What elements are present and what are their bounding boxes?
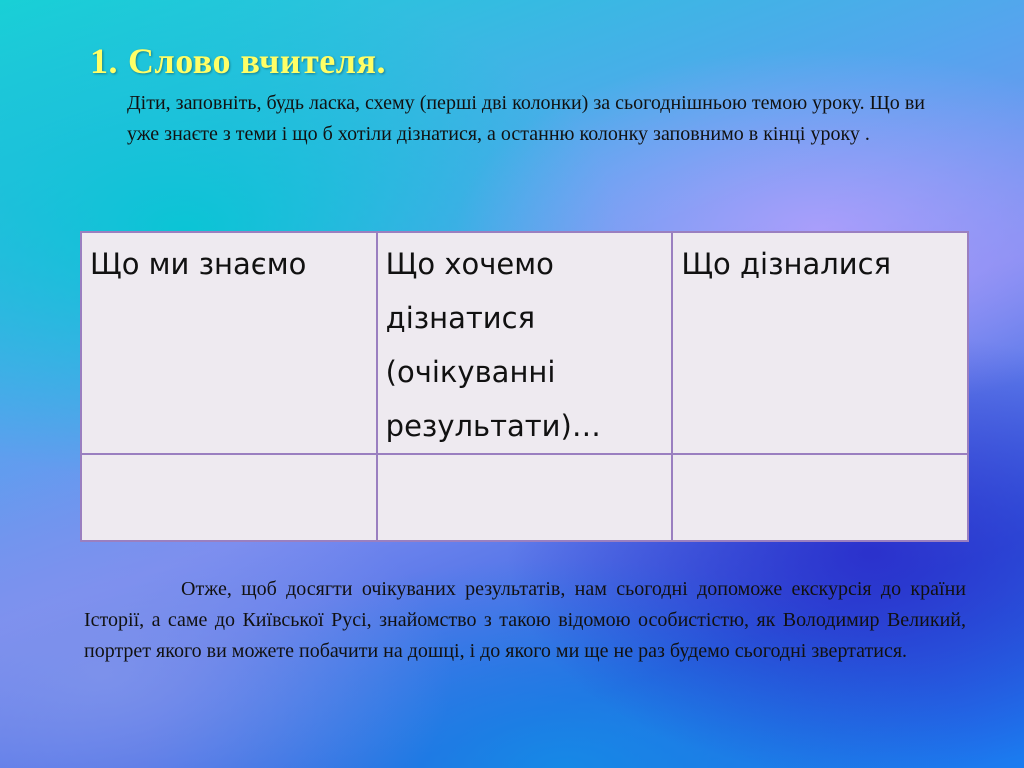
heading-number: 1. (90, 41, 118, 81)
table-cell-want (377, 454, 673, 541)
intro-paragraph: Діти, заповніть, будь ласка, схему (перші дві колонки) за сьогоднішньою темою уроку. Що ви уже знаєте з теми і що б хотіли дізнатися, а останню колонку заповнимо в кінці уроку . (127, 92, 925, 145)
table-row (81, 454, 968, 541)
kwl-table (80, 231, 969, 540)
heading-title: Слово вчителя. (128, 41, 386, 81)
column-header-learned: Що дізналися (672, 232, 968, 454)
column-header-want: Що хочемо дізнатися (очікуванні результати)… (377, 232, 673, 454)
table-cell-learned (672, 454, 968, 541)
outro-paragraph: Отже, щоб досягти очікуваних результатів, нам сьогодні допоможе екскурсія до країни Історії, а саме до Київської Русі, знайомство з такою відомою особистістю, як Володимир Великий, портрет якого ви можете побачити на дошці, і до якого ми ще не раз будемо сьогодні звертатися. (84, 578, 966, 662)
table-cell-know (81, 454, 377, 541)
column-header-know: Що ми знаємо (81, 232, 377, 454)
slide-heading (90, 40, 386, 82)
table-header-row (81, 232, 968, 454)
